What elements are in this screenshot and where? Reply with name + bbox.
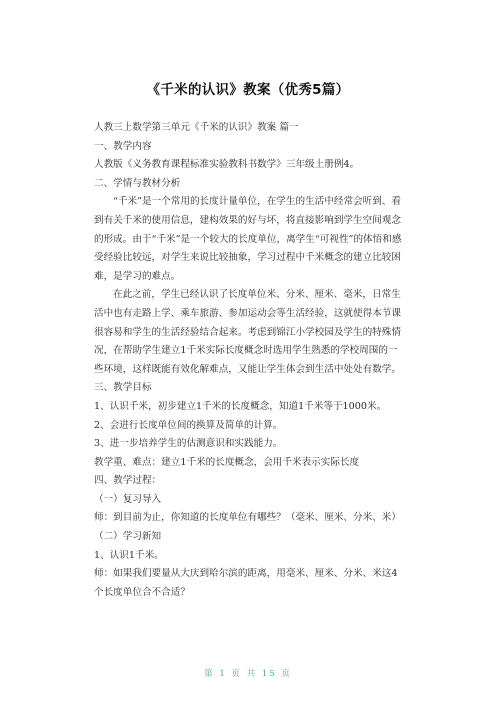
- page-footer: 第 1 页 共 15 页: [204, 669, 292, 679]
- subsection-new-knowledge: （二）学习新知: [94, 531, 162, 543]
- paragraph-teacher-question-1: 师：到目前为止，你知道的长度单位有哪些？（毫米、厘米、分米、米）: [94, 512, 401, 524]
- section-heading-process: 四、教学过程：: [94, 475, 162, 487]
- section-heading-content: 一、教学内容: [94, 140, 152, 152]
- goal-item-3: 3、进一步培养学生的估测意识和实践能力。: [94, 438, 283, 450]
- paragraph-heading-one: 人教三上数学第三单元《千米的认识》教案 篇一: [94, 122, 299, 133]
- paragraph-textbook: 人教版《义务教育课程标准实验教科书数学》三年级上册例4。: [94, 159, 360, 171]
- subsection-review: （一）复习导入: [94, 493, 162, 505]
- paragraph-analysis-1: “千米”是一个常用的长度计量单位，在学生的生活中经常会听到、看到有关千米的使用信息，建构效果的好与坏，将直接影响到学生空间观念的形成。由于“千米”是一个较大的长度单位，离学生“可视性”的体悟和感受经验比较远，对学生来说比较抽象，学习过程中千米概念的建立比较困难，是学习的难点。: [94, 196, 402, 282]
- paragraph-analysis-2: 在此之前，学生已经认识了长度单位米、分米、厘米、毫米，日常生活中也有走路上学、乘车旅游、参加运动会等生活经验，这就使得本节课很容易和学生的生活经验结合起来。考虑到锦江小学校园及学生的特殊情况，在帮助学生建立1千米实际长度概念时选用学生熟悉的学校周围的一些环境，这样既能有效化解难点，又能让学生体会到生活中处处有数学。: [94, 289, 401, 375]
- paragraph-know-1km: 1、认识1千米。: [94, 549, 164, 561]
- paragraph-key-points: 教学重、难点：建立1千米的长度概念，会用千米表示实际长度: [94, 456, 360, 468]
- section-heading-goals: 三、教学目标: [94, 382, 152, 394]
- section-heading-analysis: 二、学情与教材分析: [94, 177, 181, 189]
- document-body: [94, 119, 406, 602]
- paragraph-teacher-question-2: 师：如果我们要量从大庆到哈尔滨的距离，用毫米、厘米、分米、米这4个长度单位合不合适？: [94, 568, 398, 598]
- goal-item-2: 2、会进行长度单位间的换算及简单的计算。: [94, 419, 283, 431]
- document-title: 《千米的认识》教案（优秀5篇）: [146, 82, 350, 98]
- goal-item-1: 1、认识千米，初步建立1千米的长度概念，知道1千米等于1000米。: [94, 400, 387, 412]
